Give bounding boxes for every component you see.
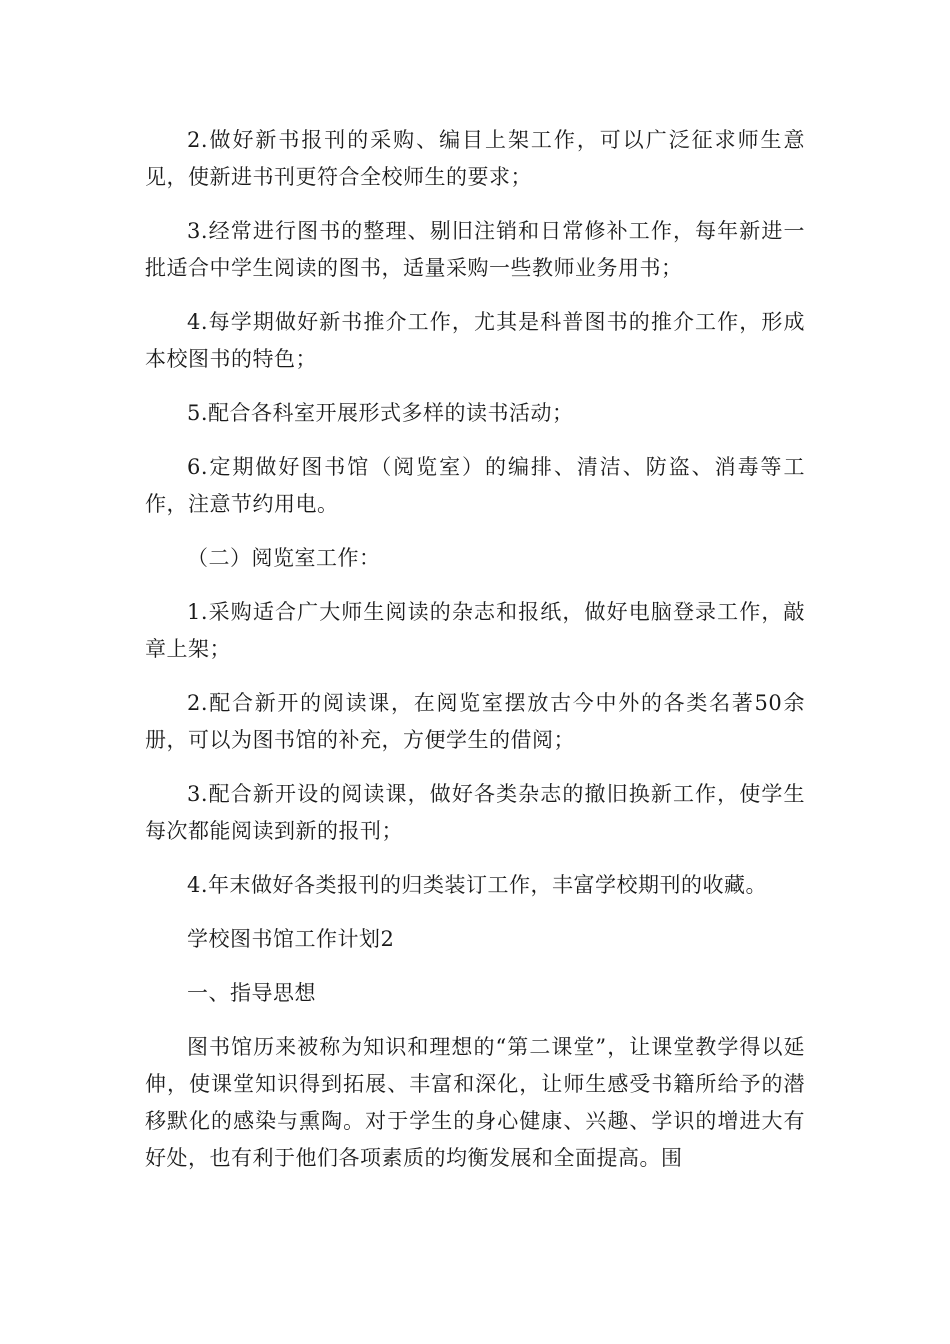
paragraph-item-4: 4.每学期做好新书推介工作，尤其是科普图书的推介工作，形成本校图书的特色； — [145, 310, 805, 371]
paragraph-item-6: 6.定期做好图书馆（阅览室）的编排、清洁、防盗、消毒等工作，注意节约用电。 — [145, 455, 805, 516]
paragraph-item-3: 3.经常进行图书的整理、剔旧注销和日常修补工作，每年新进一批适合中学生阅读的图书，适量采购一些教师业务用书； — [145, 219, 805, 280]
section-heading-guiding-ideology: 一、指导思想 — [187, 981, 316, 1005]
guiding-ideology-paragraph: 图书馆历来被称为知识和理想的“第二课堂”，让课堂教学得以延伸，使课堂知识得到拓展、丰富和深化，让师生感受书籍所给予的潜移默化的感染与熏陶。对于学生的身心健康、兴趣、学识的增进大有好处，也有利于他们各项素质的均衡发展和全面提高。围 — [145, 1035, 805, 1170]
document-body — [145, 122, 805, 1194]
paragraph-item-2: 2.做好新书报刊的采购、编目上架工作，可以广泛征求师生意见，使新进书刊更符合全校师生的要求； — [145, 128, 805, 189]
plan-title: 学校图书馆工作计划2 — [187, 927, 395, 951]
paragraph-item-5: 5.配合各科室开展形式多样的读书活动； — [187, 401, 574, 425]
reading-room-item-3: 3.配合新开设的阅读课，做好各类杂志的撤旧换新工作，使学生每次都能阅读到新的报刊； — [145, 782, 805, 843]
section-heading-reading-room: （二）阅览室工作： — [187, 546, 381, 570]
reading-room-item-4: 4.年末做好各类报刊的归类装订工作，丰富学校期刊的收藏。 — [187, 873, 768, 897]
reading-room-item-2: 2.配合新开的阅读课，在阅览室摆放古今中外的各类名著50余册，可以为图书馆的补充，方便学生的借阅； — [145, 691, 805, 752]
reading-room-item-1: 1.采购适合广大师生阅读的杂志和报纸，做好电脑登录工作，敲章上架； — [145, 600, 805, 661]
